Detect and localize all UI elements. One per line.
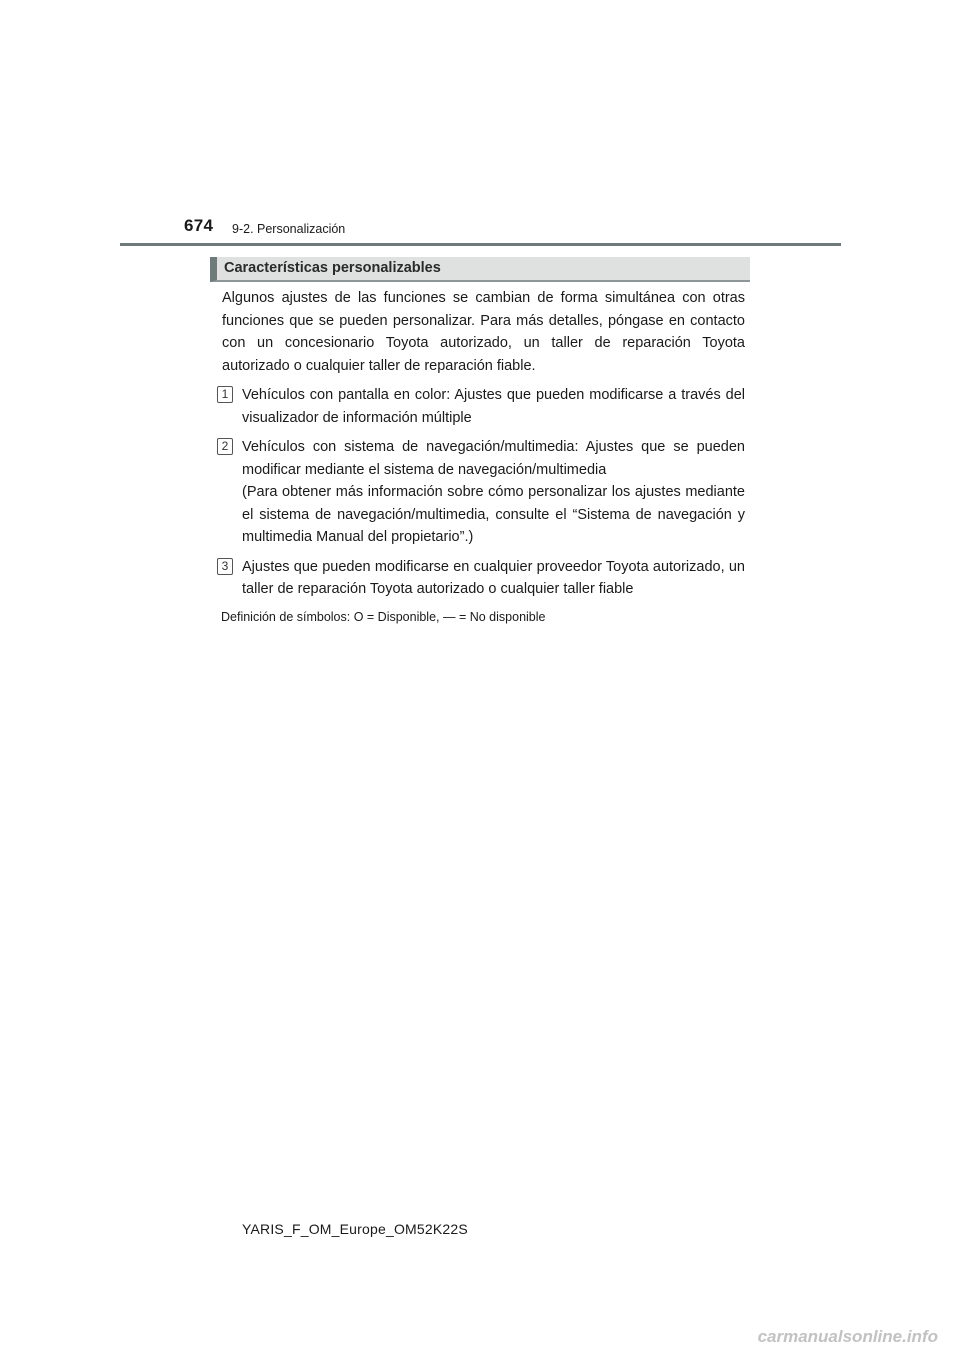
page-number: 674: [184, 216, 214, 235]
list-item-3: [222, 556, 745, 601]
section-label: 9-2. Personalización: [232, 222, 346, 236]
list-item-1: [222, 384, 745, 429]
header-rule: [120, 243, 841, 246]
number-2-icon: 2: [217, 438, 233, 455]
section-heading: [210, 257, 750, 282]
list-item-2: [222, 436, 745, 549]
footer-code: YARIS_F_OM_Europe_OM52K22S: [242, 1221, 468, 1237]
list-item-text: Vehículos con pantalla en color: Ajustes que pueden modificarse a través del visualizador de información múltiple: [242, 387, 745, 426]
intro-paragraph: Algunos ajustes de las funciones se cambian de forma simultánea con otras funciones que se pueden personalizar. Para más detalles, póngase en contacto con un concesionario Toyota autorizado, un taller de reparación Toyota autorizado o cualquier taller de reparación fiable.: [222, 290, 745, 374]
section-heading-text: Características personalizables: [224, 260, 441, 276]
symbol-definition: Definición de símbolos: O = Disponible, — = No disponible: [221, 609, 546, 624]
number-1-icon: 1: [217, 386, 233, 403]
number-3-icon: 3: [217, 558, 233, 575]
list-item-text: Vehículos con sistema de navegación/multimedia: Ajustes que se pueden modificar mediante el sistema de navegación/multimedia: [242, 439, 745, 478]
list-item-note: (Para obtener más información sobre cómo personalizar los ajustes mediante el sistema de navegación/multimedia, consulte el “Sistema de navegación y multimedia Manual del propietario”.): [242, 484, 745, 545]
list-item-text: Ajustes que pueden modificarse en cualquier proveedor Toyota autorizado, un taller de reparación Toyota autorizado o cualquier taller fiable: [242, 558, 745, 597]
content: [222, 287, 745, 625]
watermark: carmanualsonline.info: [757, 1327, 938, 1346]
